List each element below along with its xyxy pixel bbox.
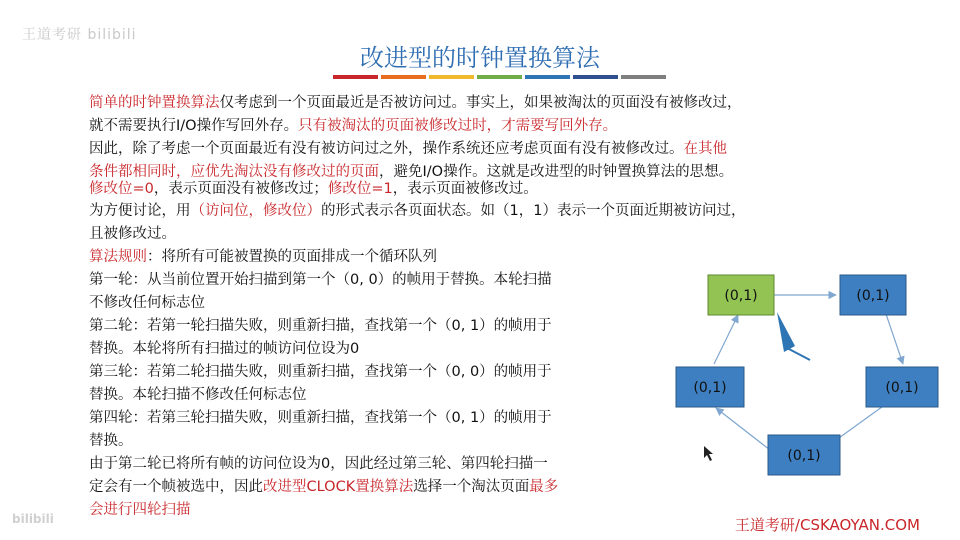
intro-paragraph-1: 简单的时钟置换算法仅考虑到一个页面最近是否被访问过。事实上，如果被淘汰的页面没有被修改过， 就不需要执行I/O操作写回外存。只有被淘汰的页面被修改过时，才需要写回外存。 bbox=[89, 95, 742, 134]
title-stripe-5 bbox=[525, 75, 570, 79]
mouse-cursor-icon bbox=[704, 446, 713, 461]
algorithm-rules bbox=[89, 246, 669, 522]
rules-summary: 由于第二轮已将所有帧的访问位设为0，因此经过第三轮、第四轮扫描一 定会有一个帧被选中，因此改进型CLOCK置换算法选择一个淘汰页面最多 会进行四轮扫描 bbox=[89, 456, 559, 518]
title-stripe-4 bbox=[477, 75, 522, 79]
watermark-top: 王道考研 bilibili bbox=[22, 27, 137, 43]
queue-arrow-5 bbox=[714, 315, 738, 364]
rule-round-3: 第三轮：若第二轮扫描失败，则重新扫描，查找第一个（0, 0）的帧用于 替换。本轮扫描不修改任何标志位 bbox=[89, 364, 552, 403]
frame-4 bbox=[768, 435, 840, 475]
frame-4-label: (0,1) bbox=[787, 448, 821, 464]
clock-pointer bbox=[777, 312, 795, 352]
frame-current bbox=[708, 275, 774, 315]
intro-paragraph-4: 为方便讨论，用（访问位，修改位）的形式表示各页面状态。如（1，1）表示一个页面近期被访问过， 且被修改过。 bbox=[89, 203, 746, 242]
title-stripe-7 bbox=[621, 75, 666, 79]
title-stripe-6 bbox=[573, 75, 618, 79]
clock-pointer-tail bbox=[787, 348, 810, 360]
title-stripe-3 bbox=[429, 75, 474, 79]
frame-3-label: (0,1) bbox=[885, 380, 919, 396]
intro-paragraph-2: 因此，除了考虑一个页面最近有没有被访问过之外，操作系统还应考虑页面有没有被修改过。在其他 条件都相同时，应优先淘汰没有修改过的页面，避免I/O操作。这就是改进型的时钟置换算法的思想。 bbox=[89, 141, 734, 180]
title-stripe-2 bbox=[381, 75, 426, 79]
queue-arrow-2 bbox=[886, 314, 903, 364]
rule-round-4: 第四轮：若第三轮扫描失败，则重新扫描，查找第一个（0, 1）的帧用于 替换。 bbox=[89, 410, 552, 449]
queue-arrow-4 bbox=[716, 408, 770, 450]
rule-round-2: 第二轮：若第一轮扫描失败，则重新扫描，查找第一个（0, 1）的帧用于 替换。本轮将所有扫描过的帧访问位设为0 bbox=[89, 318, 552, 357]
frame-2-label: (0,1) bbox=[856, 288, 890, 304]
intro-paragraph-3: 修改位=0，表示页面没有被修改过；修改位=1，表示页面被修改过。 bbox=[89, 181, 538, 197]
title-stripe-1 bbox=[333, 75, 378, 79]
page-title: 改进型的时钟置换算法 bbox=[360, 44, 600, 72]
rule-round-1: 第一轮：从当前位置开始扫描到第一个（0, 0）的帧用于替换。本轮扫描 不修改任何标志位 bbox=[89, 272, 552, 311]
watermark-bottom: bilibili bbox=[12, 512, 54, 526]
frame-5 bbox=[676, 367, 744, 407]
frame-5-label: (0,1) bbox=[693, 380, 727, 396]
frame-current-label: (0,1) bbox=[724, 288, 758, 304]
frame-2 bbox=[840, 275, 906, 315]
rules-heading: 算法规则：将所有可能被置换的页面排成一个循环队列 bbox=[89, 249, 437, 265]
clock-queue-diagram bbox=[660, 260, 950, 490]
footer-brand: 王道考研/CSKAOYAN.COM bbox=[734, 516, 920, 534]
frame-3 bbox=[866, 367, 938, 407]
